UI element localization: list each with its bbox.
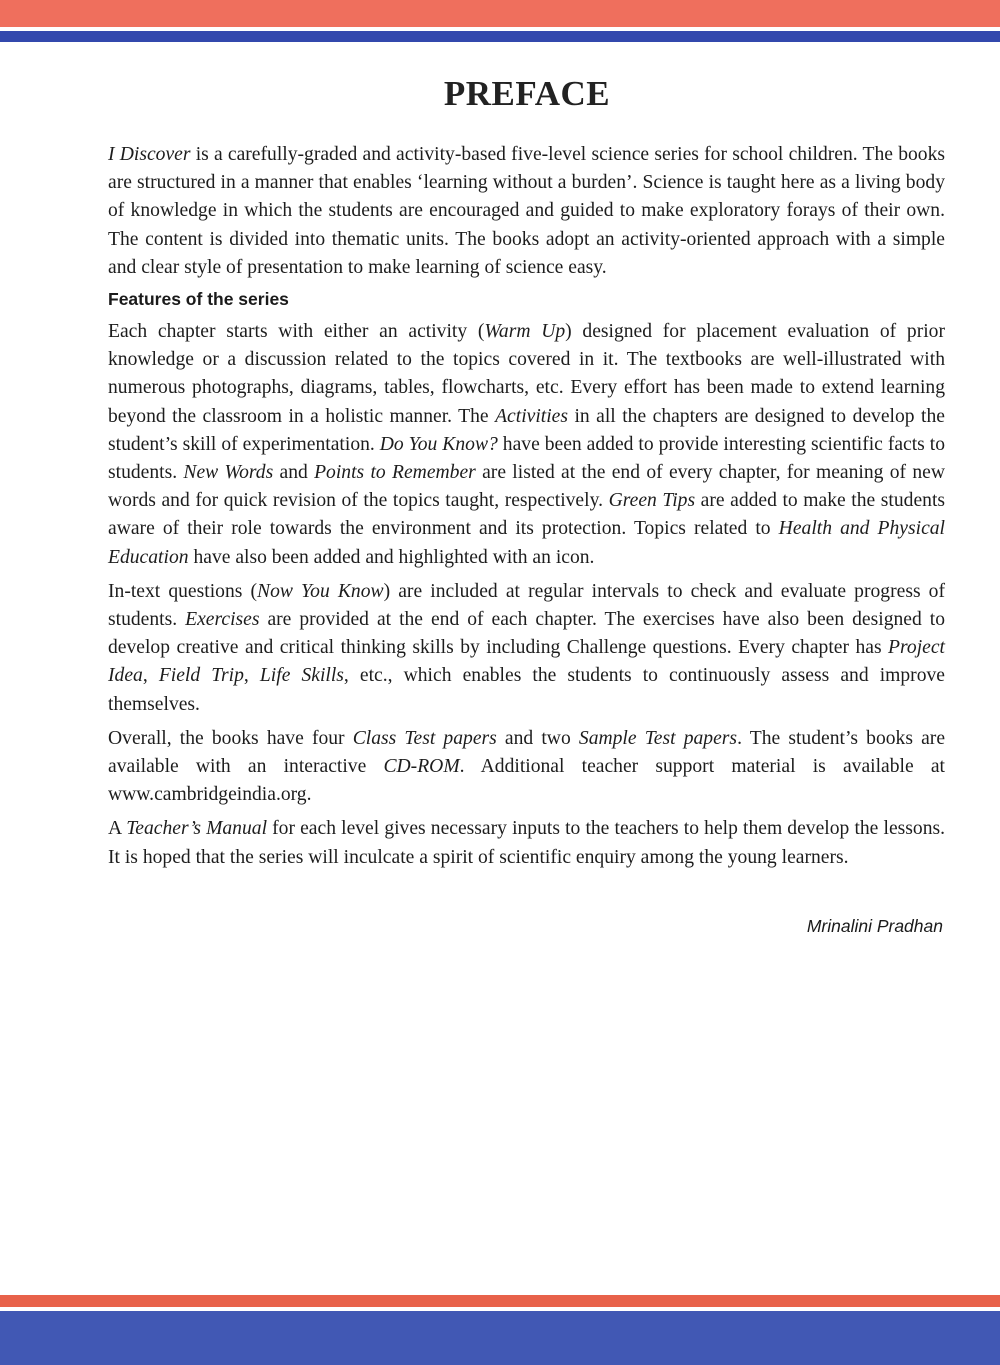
series-name: I Discover (108, 144, 191, 165)
section-heading: Features of the series (108, 289, 289, 310)
features-paragraph-3: Overall, the books have four Class Test papers and two Sample Test papers. The student’s books are available with an interactive CD-ROM. Additional teacher support material is available at www.cambridgeindia.org. (108, 727, 946, 806)
features-paragraph-4: A Teacher’s Manual for each level gives necessary inputs to the teachers to help them develop the lessons. It is hoped that the series will inculcate a spirit of scientific enquiry among the young learners. (108, 818, 946, 868)
preface-body (108, 141, 945, 878)
intro-paragraph: I Discover is a carefully-graded and activity-based five-level science series for school children. The books are structured in a manner that enables ‘learning without a burden’. Science is taught here as a living body of knowledge in which the students are encouraged and guided to make exploratory forays of their own. The content is divided into thematic units. The books adopt an activity-oriented approach with a simple and clear style of presentation to make learning of science easy. (108, 144, 946, 278)
bottom-orange-band (0, 1295, 1000, 1307)
features-paragraph-1: Each chapter starts with either an activity (Warm Up) designed for placement evaluation of prior knowledge or a discussion related to the topics covered in it. The textbooks are well-illustrated with numerous photographs, diagrams, tables, flowcharts, etc. Every effort has been made to extend learning beyond the classroom in a holistic manner. The Activities in all the chapters are designed to develop the student’s skill of experimentation. Do You Know? have been added to provide interesting scientific facts to students. New Words and Points to Remember are listed at the end of every chapter, for meaning of new words and for quick revision of the topics taught, respectively. Green Tips are added to make the students aware of their role towards the environment and its protection. Topics related to Health and Physical Education have also been added and highlighted with an icon. (108, 321, 946, 568)
author-signature: Mrinalini Pradhan (806, 916, 943, 936)
features-paragraph-2: In-text questions (Now You Know) are included at regular intervals to check and evaluate progress of students. Exercises are provided at the end of each chapter. The exercises have also been designed to develop creative and critical thinking skills by including Challenge questions. Every chapter has Project Idea, Field Trip, Life Skills, etc., which enables the students to continuously assess and improve themselves. (108, 580, 946, 715)
bottom-blue-band (0, 1311, 1000, 1365)
page-title: PREFACE (443, 74, 611, 113)
top-blue-band (0, 31, 1000, 42)
top-orange-band (0, 0, 1000, 27)
